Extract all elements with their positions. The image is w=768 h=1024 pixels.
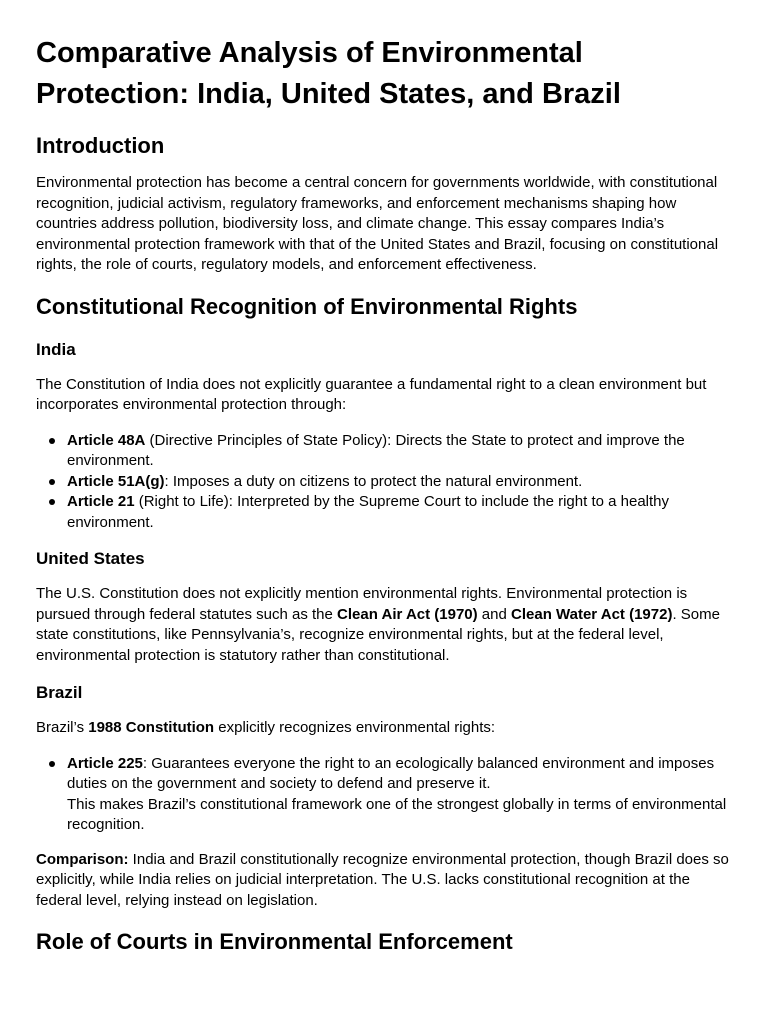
article-21-label: Article 21 [67, 493, 135, 510]
list-item [67, 472, 732, 493]
list-item [67, 754, 732, 836]
india-heading: India [36, 339, 76, 359]
brazil-text-part: explicitly recognizes environmental rights: [214, 719, 496, 736]
article-225-note: This makes Brazil’s constitutional framework one of the strongest globally in terms of environmental recognition. [67, 795, 727, 833]
introduction-paragraph: Environmental protection has become a central concern for governments worldwide, with constitutional recognition, judicial activism, regulatory frameworks, and enforcement mechanisms shaping how countries address pollution, biodiversity loss, and climate change. This essay compares India’s environmental protection framework with that of the United States and Brazil, focusing on constitutional rights, the role of courts, regulatory models, and enforcement effectiveness. [36, 174, 719, 273]
article-51ag-label: Article 51A(g) [67, 472, 165, 490]
constitutional-recognition-heading: Constitutional Recognition of Environmental Rights [36, 293, 578, 319]
article-21-text: (Right to Life): Interpreted by the Supreme Court to include the right to a healthy environment. [67, 493, 670, 531]
brazil-heading: Brazil [36, 683, 83, 702]
introduction-heading: Introduction [36, 133, 165, 158]
comparison-text: India and Brazil constitutionally recognize environmental protection, though Brazil does so explicitly, while India relies on judicial interpretation. The U.S. lacks constitutional recognition at the federal level, relying instead on legislation. [36, 850, 729, 909]
us-text-part: . Some state constitutions, like Pennsylvania’s, recognize environmental rights, but at the federal level, environmental protection is statutory rather than constitutional. [36, 605, 720, 664]
united-states-heading: United States [36, 549, 145, 568]
brazil-articles-list [36, 754, 732, 836]
clean-air-act-label: Clean Air Act (1970) [337, 605, 478, 623]
comparison-label: Comparison: [36, 850, 129, 868]
article-51ag-text: : Imposes a duty on citizens to protect the natural environment. [164, 472, 583, 490]
us-text-part: and [477, 605, 512, 623]
india-paragraph: The Constitution of India does not explicitly guarantee a fundamental right to a clean environment but incorporates environmental protection through: [36, 375, 707, 413]
brazil-paragraph [36, 718, 732, 739]
us-text-part: The U.S. Constitution does not explicitly mention environmental rights. Environmental protection is pursued through federal statutes such as the [36, 585, 688, 623]
united-states-paragraph [36, 584, 732, 666]
brazil-text-part: Brazil’s [36, 719, 89, 736]
article-225-text: : Guarantees everyone the right to an ecologically balanced environment and imposes duties on the government and society to defend and preserve it. [67, 754, 715, 792]
list-item [67, 492, 732, 533]
article-48a-text: (Directive Principles of State Policy): Directs the State to protect and improve the environment. [67, 431, 685, 469]
list-item [67, 431, 732, 472]
constitution-1988-label: 1988 Constitution [88, 719, 215, 736]
article-225-label: Article 225 [67, 754, 143, 772]
india-articles-list [36, 431, 732, 534]
role-of-courts-heading: Role of Courts in Environmental Enforcement [36, 929, 513, 954]
article-48a-label: Article 48A [67, 431, 146, 449]
comparison-paragraph [36, 850, 732, 912]
document-title: Comparative Analysis of Environmental Protection: India, United States, and Brazil [36, 37, 621, 110]
clean-water-act-label: Clean Water Act (1972) [511, 605, 673, 623]
